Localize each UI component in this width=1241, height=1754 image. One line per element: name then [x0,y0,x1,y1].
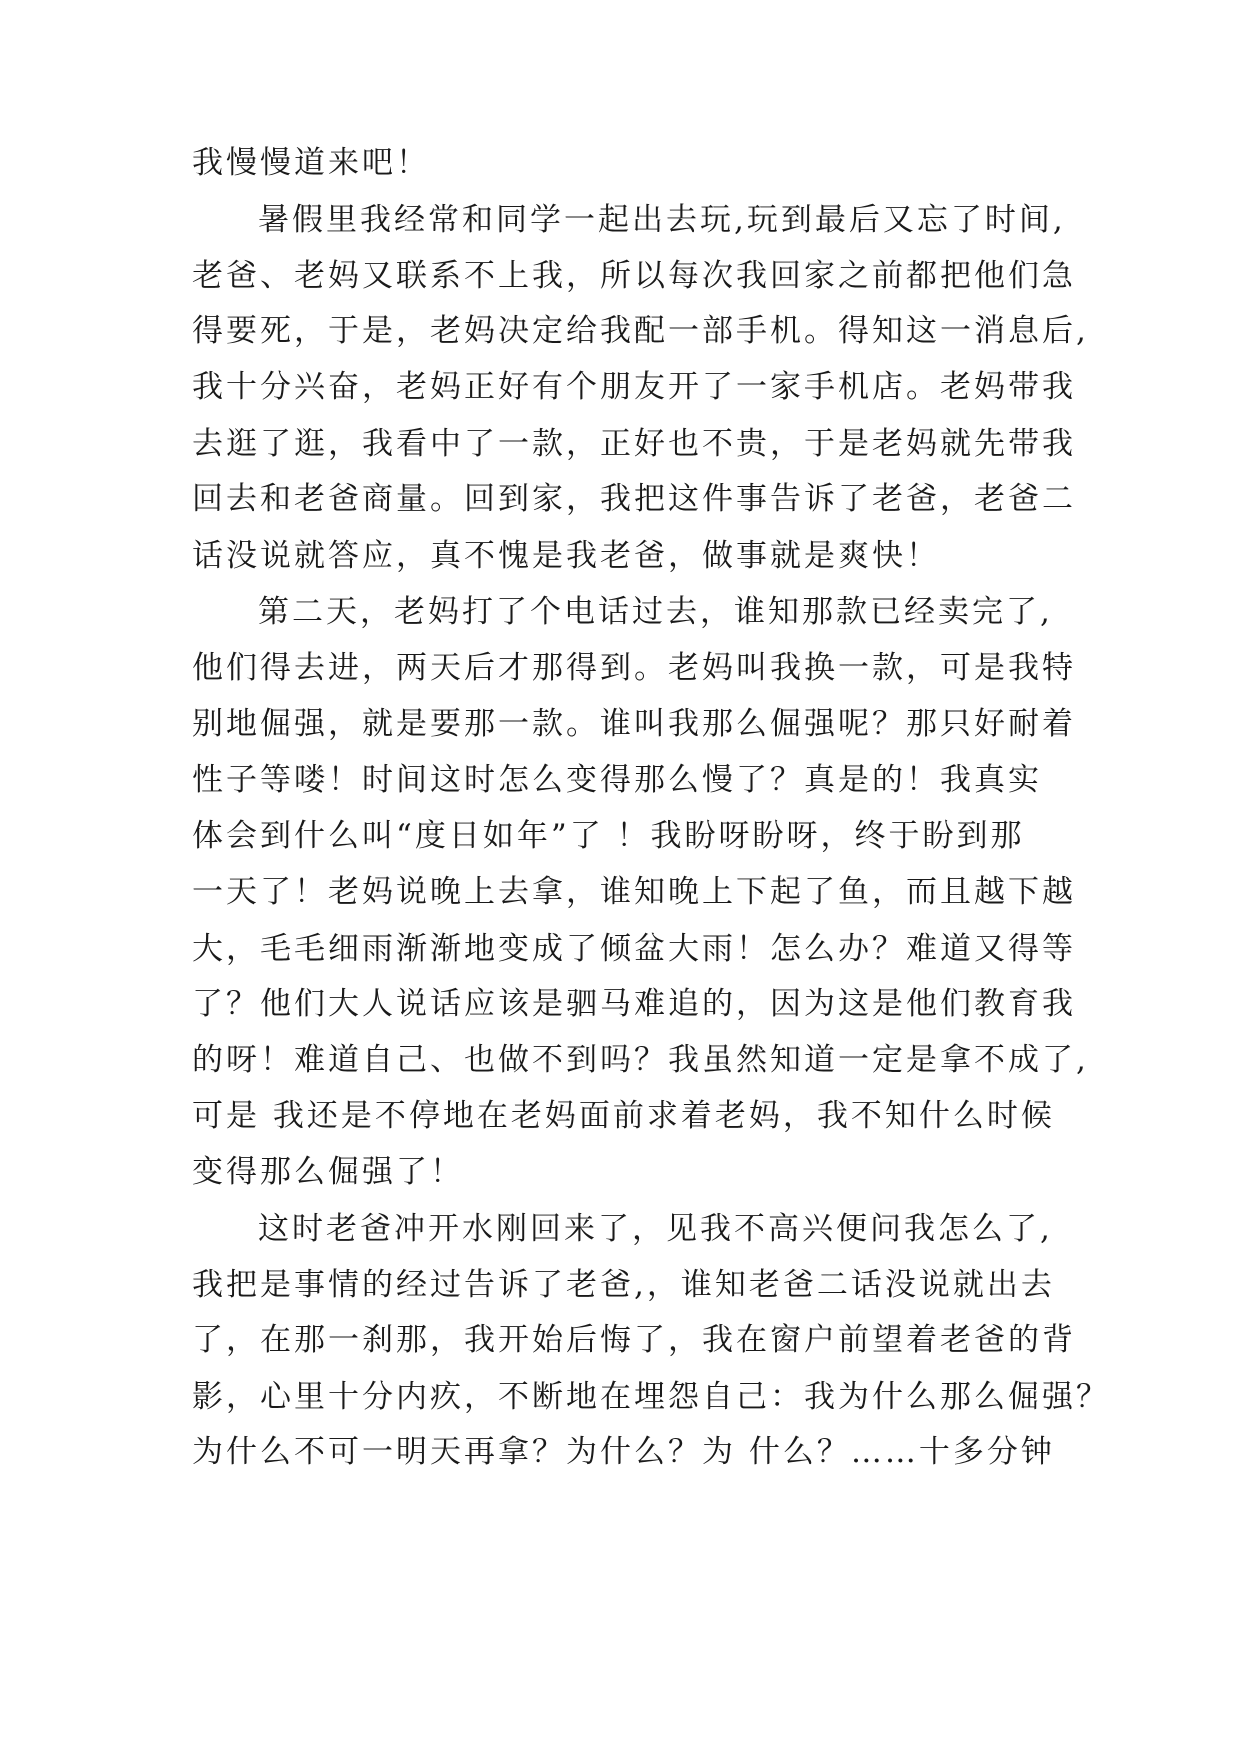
text-line: 性子等喽！时间这时怎么变得那么慢了？真是的！我真实 [192,762,1042,798]
text-line: 了？他们大人说话应该是驷马难追的，因为这是他们教育我 [192,986,1076,1022]
text-line: 得要死，于是，老妈决定给我配一部手机。得知这一消息后, [192,313,1089,349]
text-line: 我慢慢道来吧！ [192,145,430,181]
text-line: 回去和老爸商量。回到家，我把这件事告诉了老爸，老爸二 [192,481,1076,517]
paragraph-start-line: 第二天，老妈打了个电话过去，谁知那款已经卖完了, [258,594,1053,630]
text-line: 老爸、老妈又联系不上我，所以每次我回家之前都把他们急 [192,258,1076,294]
text-line: 影，心里十分内疚，不断地在埋怨自己：我为什么那么倔强？ [192,1379,1110,1415]
text-line: 我把是事情的经过告诉了老爸,，谁知老爸二话没说就出去 [192,1267,1055,1303]
text-line: 别地倔强，就是要那一款。谁叫我那么倔强呢？那只好耐着 [192,706,1076,742]
text-line: 大，毛毛细雨渐渐地变成了倾盆大雨！怎么办？难道又得等 [192,931,1076,967]
text-line: 为什么不可一明天再拿？为什么？为 什么？……十多分钟 [192,1434,1055,1470]
text-line: 的呀！难道自己、也做不到吗？我虽然知道一定是拿不成了, [192,1042,1089,1078]
text-line: 他们得去进，两天后才那得到。老妈叫我换一款，可是我特 [192,650,1076,686]
paragraph-start-line: 暑假里我经常和同学一起出去玩,玩到最后又忘了时间, [258,202,1066,238]
text-line: 可是 我还是不停地在老妈面前求着老妈，我不知什么时候 [192,1098,1055,1134]
text-line: 体会到什么叫“度日如年”了 ！我盼呀盼呀，终于盼到那 [192,818,1025,854]
text-line: 变得那么倔强了！ [192,1154,464,1190]
text-line: 了，在那一刹那，我开始后悔了，我在窗户前望着老爸的背 [192,1322,1076,1358]
text-line: 话没说就答应，真不愧是我老爸，做事就是爽快！ [192,538,940,574]
paragraph-start-line: 这时老爸冲开水刚回来了，见我不高兴便问我怎么了, [258,1211,1053,1247]
text-line: 一天了！老妈说晚上去拿，谁知晚上下起了鱼，而且越下越 [192,874,1076,910]
text-line: 去逛了逛，我看中了一款，正好也不贵，于是老妈就先带我 [192,426,1076,462]
text-line: 我十分兴奋，老妈正好有个朋友开了一家手机店。老妈带我 [192,369,1076,405]
